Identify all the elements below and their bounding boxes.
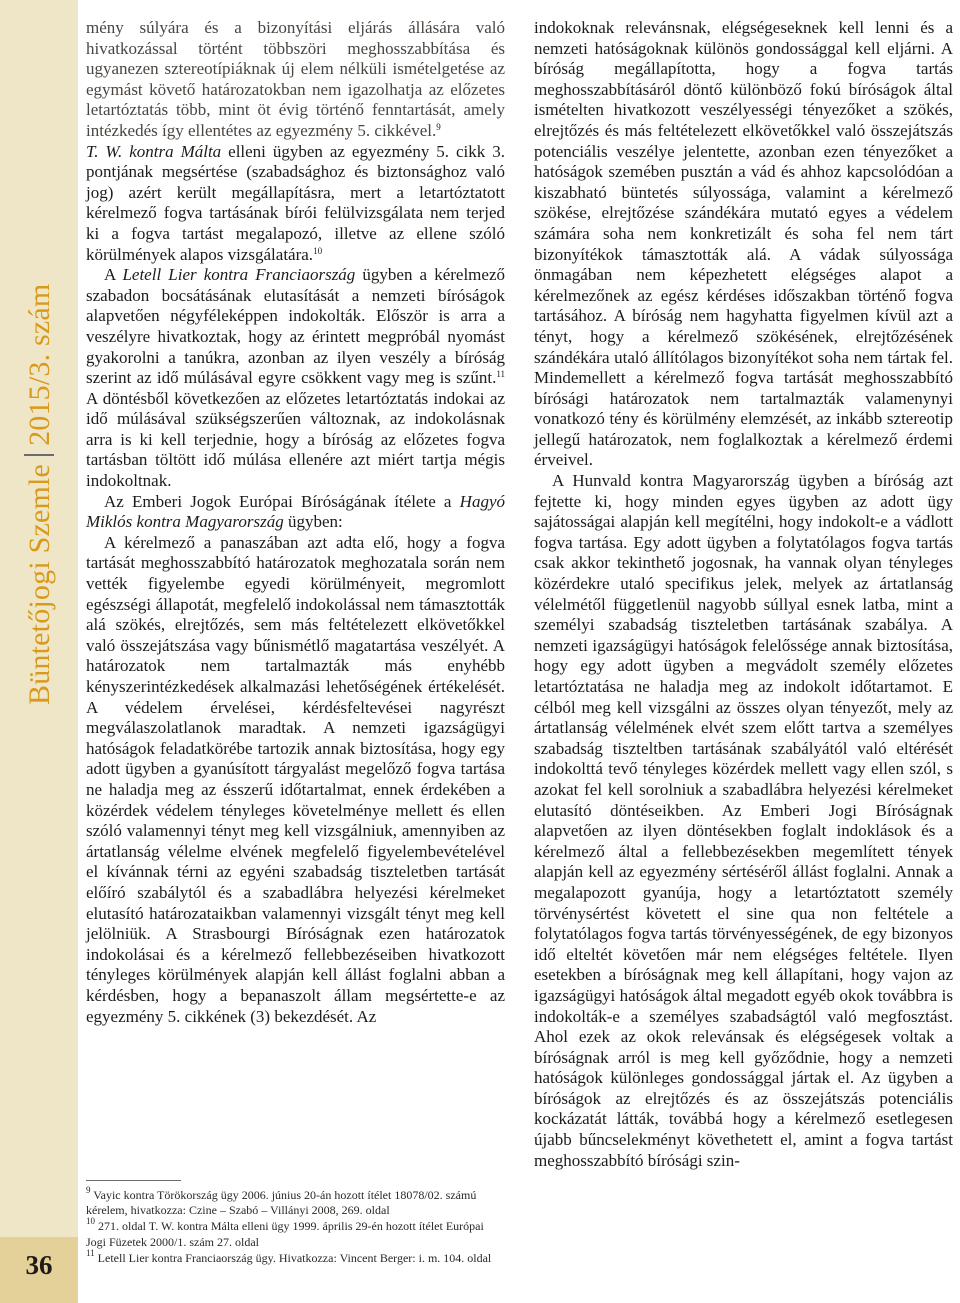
footnote-number: 11 — [86, 1247, 95, 1258]
paragraph-text: A — [104, 265, 123, 285]
paragraph-text: elleni ügyben az egyezmény 5. cikk 3. pontjának megsértése (szabadsághoz és biztonsághoz való jog) azért került megállapításra, mert a letartóztatott kérelmező fogva tartásának bírói felülvizsgálata nem terjed ki a fogva tartást megalapozó, illetve az ellene szóló körülmények alapos vizsgálatára. — [86, 141, 505, 264]
paragraph-text: Az Emberi Jogok Európai Bíróságának ítélete a — [104, 491, 460, 511]
footnote-text: Vayic kontra Törökország ügy 2006. június 20-án hozott ítélet 18078/02. számú kérelem, hivatkozza: Czine – Szabó – Villányi 2008, 269. oldal — [86, 1188, 477, 1218]
paragraph-text: A döntésből következően az előzetes letartóztatás indokai az idő múlásával szükségszerűen változnak, az indokolásnak arra is ki kell terjednie, hogy a bíróság az előzetes fogva tartásban töltött idő múlása ellenére azt miért tartja mégis indokoltnak. — [86, 388, 505, 491]
paragraph-text: ügyben: — [283, 512, 343, 532]
footnote — [86, 1185, 505, 1218]
paragraph — [86, 142, 505, 266]
case-name: T. W. kontra Málta — [86, 141, 222, 161]
footnote-number: 9 — [86, 1185, 91, 1195]
paragraph-text: mény súlyára és a bizonyítási eljárás állására való hivatkozással történt többszöri meghosszabbítása és ugyanezen sztereotípiáknak új elem nélküli ismételgetése az egymást követő határozatokban nem igazolhatja az előzetes letartóztatás több, mint öt évig történő fenntartását, amely intézkedés így ellentétes az egyezmény 5. cikkével. — [86, 18, 505, 140]
paragraph: A kérelmező a panaszában azt adta elő, hogy a fogva tartását meghosszabbító határozatok meghozatala során nem vették figyelembe egyedi körülményeit, megromlott egészségi állapotát, megfelelő indokolással nem támasztották alá szökés, elrejtőzés, sem más feltételezett elkövetőkkel való összejátszása vagy bűnismétlő magatartása veszélyét. A határozatok nem tartalmazták más enyhébb kényszerintézkedések alkalmazási lehetőségének értékelését. A védelem érvelései, kérdésfeltevései nagyrészt megválaszolatlanok maradtak. A nemzeti igazságügyi hatóságok feladatkörébe tartozik annak biztosítása, hogy egy adott ügyben a gyanúsított tárgyalást megelőző fogva tartása ne haladja meg az ésszerű időtartalmat, ennek érdekében a közérdek védelem tényleges követelménye mellett és ellen szóló valamennyi tényt meg kell vizsgálniuk, amennyiben az ártatlanság vélelme elvének megfelelő figyelembevételével el kívánnak térni az egyéni szabadság tiszteletben tartását előíró szabálytól és a szabadlábra helyezési kérelmeket elutasító határozataikban valamennyi vizsgált tényt meg kell jelölniük. A Strasbourgi Bíróságnak ezen határozatok indokolásai és a kérelmező fellebbezéseiben hivatkozott tényleges körülmények alapján kell állást foglalni abban a kérdésben, hogy a bepanaszolt állam megsértette-e az egyezmény 5. cikkének (3) bekezdését. Az — [86, 532, 505, 1026]
paragraph-text: ügyben a kérelmező szabadon bocsátásának elutasítását a nemzeti bíróságok alapvetően négyféleképpen indokolták. Először is arra a veszélyre hivatkoztak, hogy az érintett megpróbál nyomást gyakorolni a tanúkra, azonban az ilyen veszély a bíróság szerint az idő múlásával egyre csökkent vagy meg is szűnt. — [86, 265, 505, 388]
footnote-divider — [86, 1180, 181, 1181]
paragraph — [86, 492, 505, 533]
journal-name: Büntetőjogi Szemle — [23, 463, 56, 705]
paragraph — [86, 18, 505, 142]
right-column — [534, 18, 953, 1171]
case-name: Hagyó Miklós kontra Magyarország — [86, 491, 505, 532]
case-name: Letell Lier kontra Franciaország — [122, 265, 356, 285]
paragraph — [86, 265, 505, 492]
footnote-text: Letell Lier kontra Franciaország ügy. Hivatkozza: Vincent Berger: i. m. 104. oldal — [97, 1250, 492, 1265]
left-column — [86, 18, 505, 1027]
footnote-ref[interactable]: 10 — [313, 245, 323, 256]
footnotes — [86, 1185, 505, 1266]
footnote-text: 271. oldal T. W. kontra Málta elleni ügy 1999. április 29-én hozott ítélet Európai Jogi Füzetek 2000/1. szám 27. oldal — [86, 1219, 484, 1249]
footnote-ref[interactable]: 9 — [436, 121, 441, 132]
page-number: 36 — [25, 1250, 53, 1280]
paragraph: indokoknak relevánsnak, elégségeseknek kell lenni és a nemzeti hatóságoknak különös gondossággal kell eljárni. A bíróság megállapította, hogy a fogva tartás meghosszabbításáról döntő különböző fokú bíróságok által ismételten hivatkozott veszélyességi tényezőket a szökés, elrejtőzés és más feltételezett elkövetőkkel való összejátszás potenciális veszélye jelentette, azonban ezen tényezőket a hatóságok szemében pusztán a vád és ahhoz kapcsolódóan a kiszabható büntetés súlyossága, valamint a kérelmező szökése, elrejtőzése szándékára mutató egyes a védelem számára soha nem konkretizált és soha fel nem tárt bizonyítékok támasztották alá. A vádak súlyossága önmagában nem képezhetett elégséges alapot a kérelmezőnek az egész kérdéses időszakban történő fogva tartásához. A bíróság nem hagyhatta figyelmen kívül azt a tényt, hogy a kérelmező szökésének, elrejtőzésének szándékára utaló állítólagos bizonyítékot soha nem tártak fel. Mindemellett a kérelmező fogva tartását meghosszabbító bírósági határozatok nem tartalmazták valamenynyi vonatkozó tény és körülmény elemzését, az inkább sztereotip jellegű határozatok, nem foglalkoztak a kérelmező érdemi érveivel. — [534, 18, 953, 470]
footnote-number: 10 — [86, 1216, 95, 1227]
sidebar-band — [0, 0, 78, 1303]
paragraph: A Hunvald kontra Magyarország ügyben a bíróság azt fejtette ki, hogy minden egyes ügyben az adott ügy sajátosságai alapján kell megítélni, hogy indokolt-e a vádlott fogva tartása. Egy adott ügyben a folytatólagos fogva tartás csak akkor tekinthető jogosnak, ha vannak olyan tényleges közérdekre utaló specifikus jelek, melyek az ártatlanság vélelmétől függetlenül nagyobb súllyal esnek latba, mint a személyi szabadság tiszteletben tartásának szabálya. A nemzeti igazságügyi hatóságok felelőssége annak biztosítása, hogy egy adott ügyben a megvádolt személy előzetes letartóztatása ne haladja meg az indokolt időtartamot. E célból meg kell vizsgálni az összes olyan tényezőt, mely az ártatlanság vélelmének elvét szem előtt tartva a személyes szabadság tiszteltben tartásának szabályától való eltérését indokolttá tevő tényleges közérdek mellett vagy ellen szól, s azokat fel kell sorolniuk a szabadlábra helyezési kérelmeket elutasító döntéseikben. Az Emberi Jogi Bíróságnak alapvetően az ilyen döntésekben foglalt indoklások és a kérelmező által a fellebbezésekben megemlített tények alapján kell az egyezmény sértéséről állást foglalni. Annak a megalapozott gyanúja, hogy a letartóztatott személy törvénysértést követett el sine qua non feltétele a folytatólagos fogva tartás törvényességének, de egy bizonyos idő elteltét követően már nem elégséges feltétele. Ilyen esetekben a bíróságnak meg kell állapítani, hogy vajon az igazságügyi hatóságok által megadott egyéb okok továbbra is indokolták-e a személyes szabadságtól való megfosztást. Ahol ezek az okok relevánsak és elégségesek voltak a bíróságnak arról is meg kell győződnie, hogy a nemzeti hatóságok különleges gondossággal jártak el. Az ügyben a bíróságok az elrejtőzés és az összejátszás potenciális kockázatát látták, továbbá hogy a kérelmező esetlegesen újabb bűncselekményt követhetett el, amint a fogva tartást meghosszabbító bírósági szin- — [534, 471, 953, 1170]
title-separator — [24, 454, 54, 456]
issue-label: 2015/3. szám — [23, 283, 56, 446]
footnote-ref[interactable]: 11 — [496, 369, 505, 380]
footnote — [86, 1247, 505, 1266]
footnote — [86, 1216, 505, 1249]
